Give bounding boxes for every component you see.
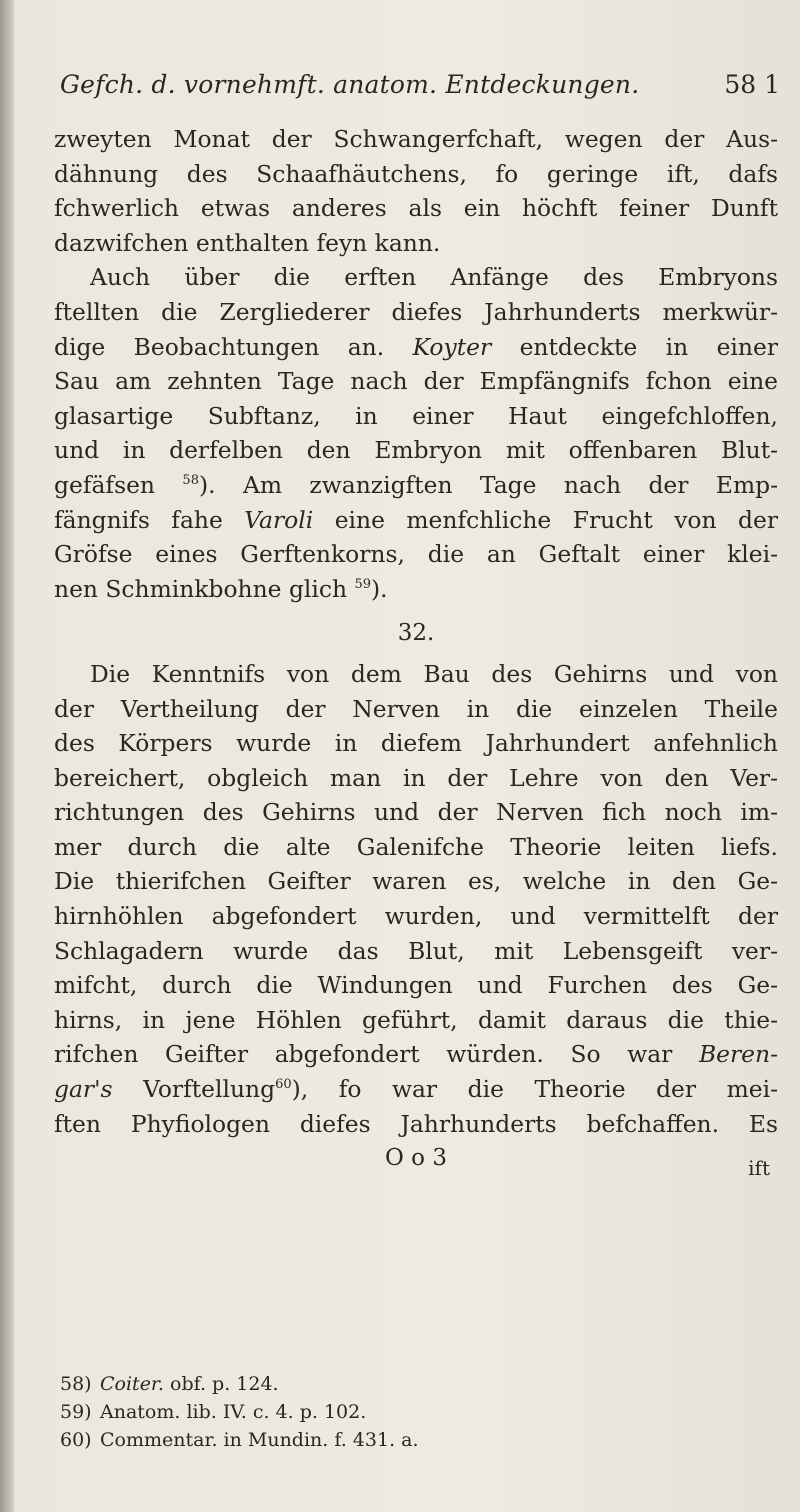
footnote-ref-58: 58 bbox=[182, 473, 199, 489]
text-run: entdeckte in einer bbox=[519, 332, 778, 361]
text-line: dähnung des Schaafhäutchens, fo geringe ift, dafs bbox=[54, 159, 778, 188]
text-line: und in derfelben den Embryon mit offenbaren Blut- bbox=[54, 436, 778, 465]
text-line: Die Kenntnifs von dem Bau des Gehirns und von bbox=[90, 659, 778, 688]
page-number: 58 1 bbox=[724, 70, 780, 99]
text-line bbox=[54, 1037, 778, 1072]
text-line: richtungen des Gehirns und der Nerven fich noch im- bbox=[54, 798, 778, 827]
footnote-ref-60: 60 bbox=[275, 1077, 292, 1093]
text-line: hirns, in jene Höhlen geführt, damit daraus die thie- bbox=[54, 1005, 778, 1034]
page-header bbox=[60, 70, 780, 110]
text-run: fängnifs fahe bbox=[54, 505, 223, 534]
text-run: rifchen Geifter abgefondert würden. So war bbox=[54, 1040, 673, 1069]
signature-text: O o 3 bbox=[385, 1145, 447, 1172]
footnote-text: Anatom. lib. IV. c. 4. p. 102. bbox=[100, 1401, 367, 1423]
text-line: Schlagadern wurde das Blut, mit Lebensgeift ver- bbox=[54, 936, 778, 965]
footnote-number: 60) bbox=[60, 1429, 92, 1451]
footnote-text: Commentar. in Mundin. f. 431. a. bbox=[100, 1429, 419, 1451]
running-head: Gefch. d. vornehmft. anatom. Entdeckungen. bbox=[60, 70, 640, 99]
author-berengar-cont: gar's bbox=[54, 1075, 113, 1104]
text-line: glasartige Subftanz, in einer Haut eingefchloffen, bbox=[54, 401, 778, 430]
footnotes bbox=[60, 1370, 660, 1454]
signature-mark bbox=[54, 1141, 778, 1181]
text-line: ften Phyfiologen diefes Jahrhunderts befchaffen. Es bbox=[54, 1109, 778, 1138]
text-run: dige Beobachtungen an. bbox=[54, 332, 385, 361]
text-run: ), fo war die Theorie der mei- bbox=[291, 1075, 778, 1104]
text-line: ftellten die Zergliederer diefes Jahrhunderts merkwür- bbox=[54, 297, 778, 326]
catchword: ift bbox=[748, 1156, 770, 1181]
text-line: hirnhöhlen abgefondert wurden, und vermittelft der bbox=[54, 902, 778, 931]
text-line: mer durch die alte Galenifche Theorie leiten liefs. bbox=[54, 832, 778, 861]
text-run: Vorftellung bbox=[143, 1075, 276, 1104]
text-line: fchwerlich etwas anderes als ein höchft feiner Dunft bbox=[54, 194, 778, 223]
text-run: nen Schminkbohne glich bbox=[54, 574, 348, 603]
text-line bbox=[54, 468, 778, 503]
text-line: zweyten Monat der Schwangerfchaft, wegen der Aus- bbox=[54, 125, 778, 153]
section-number: 32. bbox=[397, 620, 435, 647]
footnote-number: 59) bbox=[60, 1401, 92, 1423]
text-line: Die thierifchen Geifter waren es, welche in den Ge- bbox=[54, 867, 778, 896]
text-run: gefäfsen bbox=[54, 470, 155, 499]
author-varoli: Varoli bbox=[244, 505, 314, 534]
footnote-text: obf. p. 124. bbox=[170, 1373, 279, 1395]
text-line: mifcht, durch die Windungen und Furchen des Ge- bbox=[54, 971, 778, 1000]
text-line: des Körpers wurde in diefem Jahrhundert anfehnlich bbox=[54, 729, 778, 758]
text-run: ). bbox=[371, 574, 388, 603]
footnote-author: Coiter. bbox=[100, 1373, 164, 1395]
text-line: Auch über die erften Anfänge des Embryons bbox=[90, 263, 778, 292]
text-line: der Vertheilung der Nerven in die einzelen Theile bbox=[54, 694, 778, 723]
footnote-number: 58) bbox=[60, 1373, 92, 1395]
text-line bbox=[54, 572, 778, 607]
page-binding-shadow bbox=[0, 0, 14, 1512]
author-berengar: Beren- bbox=[698, 1040, 778, 1069]
text-line bbox=[54, 503, 778, 538]
text-line bbox=[54, 330, 778, 365]
text-line: Sau am zehnten Tage nach der Empfängnifs fchon eine bbox=[54, 367, 778, 396]
text-line: Gröfse eines Gerftenkorns, die an Geftalt einer klei- bbox=[54, 540, 778, 569]
footnote-60 bbox=[60, 1426, 660, 1454]
text-run: eine menfchliche Frucht von der bbox=[334, 505, 778, 534]
text-line: bereichert, obgleich man in der Lehre von den Ver- bbox=[54, 763, 778, 792]
footnote-58 bbox=[60, 1370, 660, 1398]
text-line: dazwifchen enthalten feyn kann. bbox=[54, 228, 441, 257]
author-koyter: Koyter bbox=[412, 332, 492, 361]
footnote-59 bbox=[60, 1398, 660, 1426]
body-text bbox=[54, 122, 778, 1181]
text-run: ). Am zwanzigften Tage nach der Emp- bbox=[198, 470, 778, 499]
footnote-ref-59: 59 bbox=[354, 576, 372, 592]
text-line bbox=[54, 1072, 778, 1107]
